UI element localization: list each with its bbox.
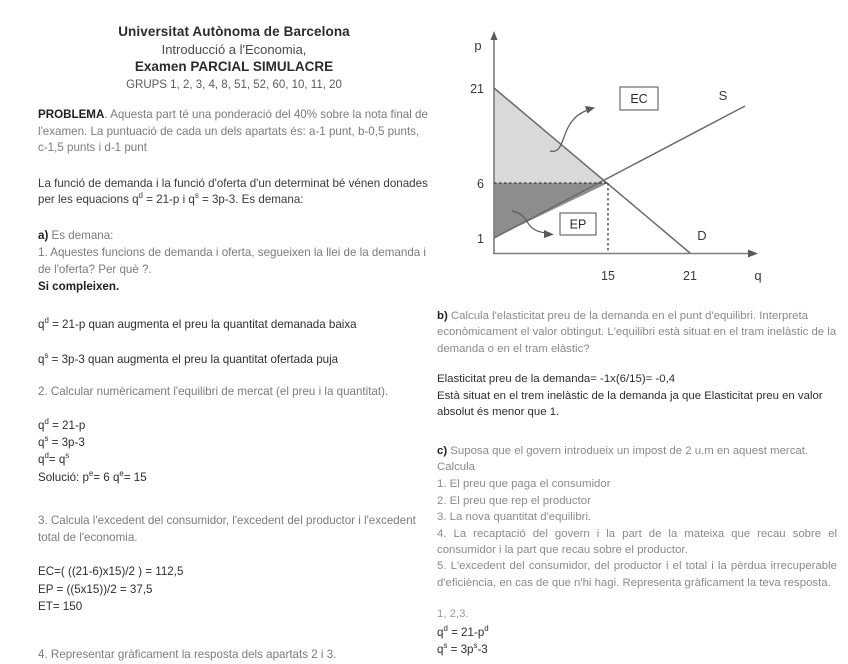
section-c [437, 443, 837, 476]
supply-q: q [38, 352, 45, 366]
a-item-2: 2. Calcular numèricament l'equilibri de mercat (el preu i la quantitat). [38, 385, 389, 399]
section-a-text: Es demana: [48, 228, 114, 242]
course-title: Introducció a l'Economia, [161, 41, 307, 57]
statement-sup-d: d [138, 191, 143, 201]
y-tick-1: 1 [477, 232, 484, 246]
statement-part3: = 3p-3. Es demana: [198, 193, 304, 207]
b-answer-1: Elasticitat preu de la demanda= -1x(6/15)= -0,4 [437, 373, 676, 386]
surplus-et-line: ET= 150 [38, 599, 83, 613]
surplus-calculation [38, 563, 430, 615]
c-item-5: 5. L'excedent del consumidor, del productor i el total i la pèrdua irrecuperable d'eficiència, en cas de que n'hi hagi. Representa gràficament la teva resposta. [437, 560, 837, 589]
a-item-3: 3. Calcula l'excedent del consumidor, l'excedent del productor i l'excedent total de l'economia. [38, 514, 416, 544]
supply-rest: = 3p-3 quan augmenta el preu la quantitat ofertada puja [48, 352, 339, 366]
x-tick-15: 15 [601, 269, 615, 283]
right-column [437, 308, 837, 659]
supply-sup: s [44, 350, 49, 360]
university-title: Universitat Autònoma de Barcelona [118, 24, 350, 39]
y-tick-6: 6 [477, 177, 484, 191]
a-answer-1: Si compleixen. [38, 280, 120, 293]
section-a [38, 228, 430, 244]
c-item-2: 2. El preu que rep el productor [437, 494, 591, 507]
calc-line-3: $q^d= q^s$ [38, 451, 70, 467]
section-b-text: Calcula l'elasticitat preu de la demanda en el punt d'equilibri. Interpreta econòmicament el valor obtingut. L'equilibri està situat en el tram inelàstic de la demanda o en el tram elàstic? [437, 310, 837, 355]
x-axis-arrow [748, 250, 758, 258]
exam-title: Examen PARCIAL SIMULACRE [134, 59, 334, 75]
calc-line-solution: Solució: $p^e= 6$ $q^e= 15$ [38, 469, 147, 484]
section-c-label: c) [437, 444, 448, 457]
left-column [38, 24, 430, 664]
groups-line: GRUPS 1, 2, 3, 4, 8, 51, 52, 60, 10, 11, 20 [126, 79, 342, 91]
c-answer-demand: $q^d = 21-p^d$ [437, 623, 489, 639]
a-item-4: 4. Representar gràficament la resposta dels apartats 2 i 3. [38, 648, 337, 662]
supply-equation-line [38, 351, 430, 368]
demand-equation-line [38, 316, 430, 333]
section-c-text: Suposa que el govern introdueix un impost de 2 u.m en aquest mercat. Calcula [437, 444, 809, 473]
section-a-label: a) [38, 228, 49, 242]
surplus-ep-line: EP = ((5x15))/2 = 37,5 [38, 582, 153, 596]
equilibrium-calculation [38, 417, 430, 487]
statement-part2: = 21-p i q [142, 193, 195, 207]
supply-demand-chart [440, 18, 840, 298]
producer-surplus-arrow-head [544, 230, 554, 238]
demand-sup: d [44, 316, 49, 326]
a-item-1: 1. Aquestes funcions de demanda i oferta, segueixen la llei de la demanda i de l'oferta? Per què ?. [38, 246, 427, 276]
demand-rest: = 21-p quan augmenta el preu la quantitat demanada baixa [48, 318, 357, 332]
demand-q: q [38, 318, 45, 332]
c-item-3: 3. La nova quantitat d'equilibri. [437, 511, 592, 524]
y-axis-label: p [474, 38, 482, 53]
chart-svg [440, 18, 840, 300]
statement-sup-s: s [194, 191, 199, 201]
producer-surplus-label: EP [569, 217, 587, 232]
x-axis-label: q [754, 268, 762, 283]
statement-part1: La funció de demanda i la funció d'oferta d'un determinat bé vénen donades per les equacions q [38, 176, 428, 207]
x-tick-21: 21 [683, 269, 697, 283]
supply-curve-label: S [718, 88, 728, 103]
calc-line-2: $q^s = 3p-3$ [38, 434, 85, 450]
c-answer-supply: $q^s = 3p^s-3$ [437, 641, 488, 657]
y-axis-arrow [491, 31, 498, 40]
consumer-surplus-arrow-head [585, 106, 595, 114]
section-b-label: b) [437, 310, 448, 322]
problema-label: PROBLEMA [38, 108, 105, 122]
calc-line-1: $q^d = 21-p$ [38, 416, 86, 432]
consumer-surplus-label: EC [630, 92, 648, 106]
c-answer-label: 1, 2,3. [437, 608, 469, 621]
problema-paragraph [38, 107, 430, 156]
statement-paragraph [38, 176, 430, 209]
b-answer-2: Està situat en el trem inelàstic de la demanda ja que Elasticitat preu en valor absolut és menor que 1. [437, 389, 823, 419]
problema-text: . Aquesta part té una ponderació del 40% sobre la nota final de l'examen. La puntuació de cada un dels apartats és: a-1 punt, b-0,5 punts, c-1,5 punts i d-1 punt [38, 108, 428, 155]
demand-curve-label: D [697, 228, 707, 243]
document-header [38, 24, 430, 92]
c-item-1: 1. El preu que paga el consumidor [437, 478, 611, 491]
surplus-ec-line: EC=( ((21-6)x15)/2 ) = 112,5 [38, 565, 184, 579]
y-tick-21: 21 [470, 82, 484, 96]
section-b [437, 308, 837, 357]
c-item-4: 4. La recaptació del govern i la part de la mateixa que recau sobre el consumidor i la part que recau sobre el productor. [437, 527, 837, 557]
